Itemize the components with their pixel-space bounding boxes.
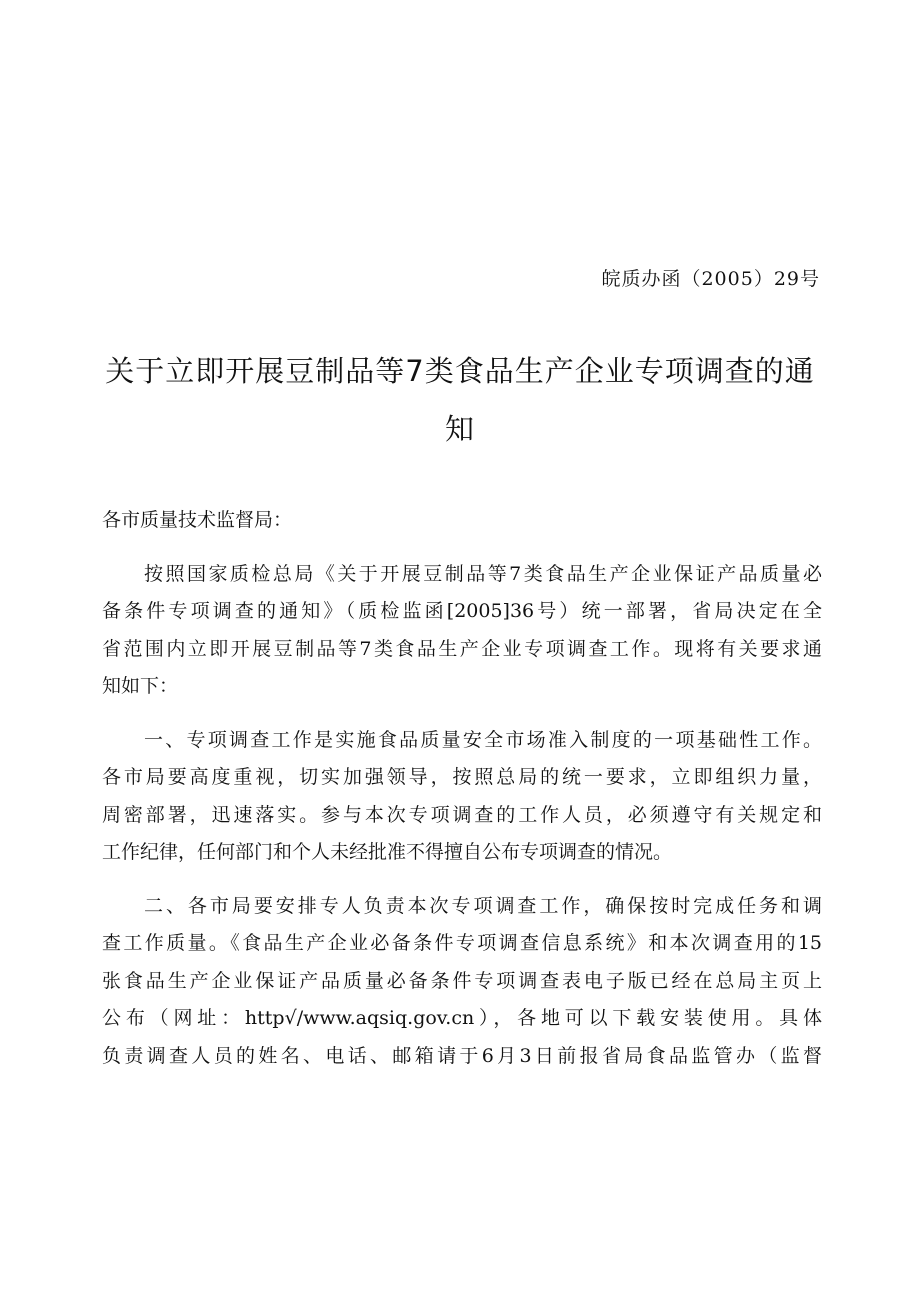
paragraph-line: 一、专项调查工作是实施食品质量安全市场准入制度的一项基础性工作。: [144, 728, 822, 751]
document-number: 皖质办函（2005）29号: [601, 268, 820, 290]
paragraph-line: 周密部署，迅速落实。参与本次专项调查的工作人员，必须遵守有关规定和: [102, 803, 822, 826]
paragraph-2: [102, 722, 822, 872]
paragraph-line: 工作纪律，任何部门和个人未经批准不得擅自公布专项调查的情况。: [102, 841, 673, 863]
paragraph-line: 省范围内立即开展豆制品等7类食品生产企业专项调查工作。现将有关要求通: [102, 637, 822, 660]
paragraph-line: 负责调查人员的姓名、电话、邮箱请于6月3日前报省局食品监管办（监督: [102, 1044, 822, 1067]
document-body: [102, 502, 822, 1075]
paragraph-line: 各市局要高度重视，切实加强领导，按照总局的统一要求，立即组织力量，: [102, 766, 822, 788]
paragraph-line: 查工作质量。《食品生产企业必备条件专项调查信息系统》和本次调查用的15: [102, 932, 822, 954]
paragraph-line: 知如下：: [102, 675, 179, 697]
document-title: [100, 342, 820, 458]
paragraph-line: 按照国家质检总局《关于开展豆制品等7类食品生产企业保证产品质量必: [144, 562, 822, 585]
title-line-1: 关于立即开展豆制品等7类食品生产企业专项调查的通: [105, 354, 815, 388]
paragraph-line: 张食品生产企业保证产品质量必备条件专项调查表电子版已经在总局主页上: [102, 969, 822, 992]
paragraph-3: [102, 888, 822, 1076]
paragraph-1: [102, 556, 822, 706]
title-line-2: 知: [444, 412, 475, 446]
paragraph-line: 公布（网址：http√/www.aqsiq.gov.cn），各地可以下载安装使用。具体: [102, 1007, 822, 1029]
paragraph-line: 备条件专项调查的通知》（质检监函[2005]36号）统一部署，省局决定在全: [102, 600, 822, 622]
salutation: 各市质量技术监督局：: [102, 509, 293, 531]
paragraph-line: 二、各市局要安排专人负责本次专项调查工作，确保按时完成任务和调: [144, 894, 822, 917]
